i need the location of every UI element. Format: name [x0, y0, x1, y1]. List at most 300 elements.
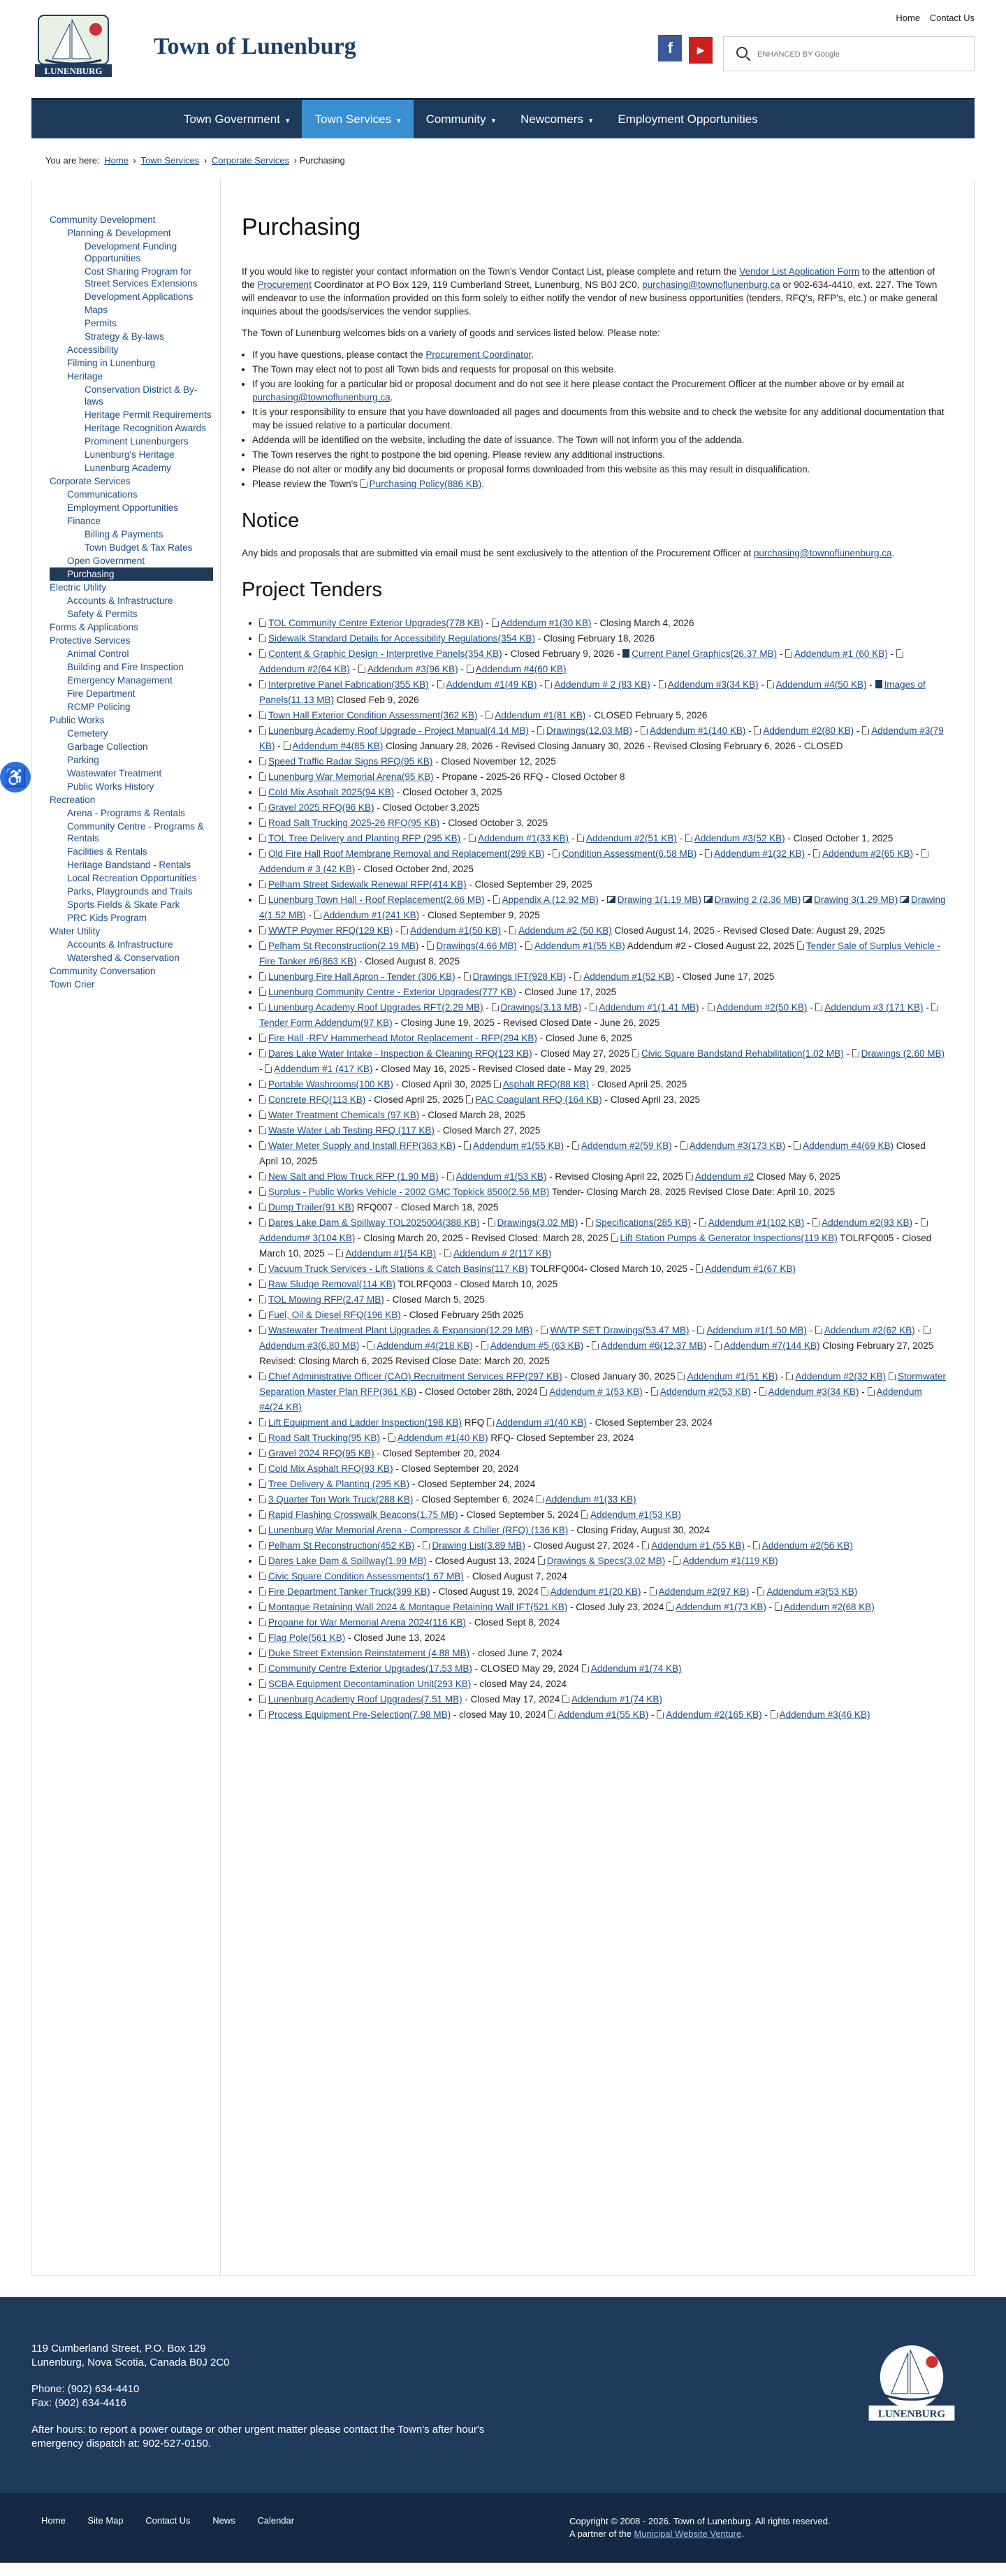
tender-document-link[interactable]: Tender Form Addendum(97 KB)	[259, 1018, 393, 1028]
tender-document-link[interactable]: Dares Lake Water Intake - Inspection & Cleaning RFQ(123 KB)	[268, 1048, 532, 1059]
sidebar-item[interactable]: Prominent Lunenburgers	[85, 436, 189, 447]
pdf-icon	[699, 1218, 706, 1227]
tender-document-link[interactable]: Addendum #1(241 KB)	[323, 910, 420, 920]
tender-document-link[interactable]: Addendum #1(30 KB)	[500, 618, 592, 628]
tender-document-link[interactable]: Addendum #1(53 KB)	[590, 1510, 681, 1520]
tender-text: - Closed March 28, 2025	[419, 1110, 525, 1120]
tender-document-link[interactable]: Lunenburg War Memorial Arena - Compressor & Chiller (RFQ) (136 KB)	[268, 1525, 569, 1535]
tender-document-link[interactable]: Addendum #2(51 KB)	[585, 833, 677, 844]
tender-item	[259, 723, 946, 754]
sidebar-item[interactable]: Town Crier	[50, 979, 95, 990]
tender-document-link[interactable]: Addendum #1(1.50 MB)	[706, 1325, 807, 1336]
tender-document-link[interactable]: Addendum# 3(104 KB)	[259, 1233, 356, 1243]
vendor-form-link[interactable]: Vendor List Application Form	[739, 266, 860, 277]
sidebar-item[interactable]: Filming in Lunenburg	[67, 358, 156, 368]
tender-document-link[interactable]: Pelham St Reconstruction(452 KB)	[268, 1540, 415, 1551]
tender-document-link[interactable]: Addendum #2(165 KB)	[666, 1709, 762, 1720]
util-contact-link[interactable]: Contact Us	[929, 13, 975, 23]
sidebar-item[interactable]: PRC Kids Program	[67, 913, 147, 923]
tender-text: - Closing March 4, 2026	[591, 618, 694, 628]
tender-document-link[interactable]: Drawing 2 (2.36 MB)	[714, 895, 801, 905]
town-logo[interactable]	[31, 10, 122, 87]
tender-document-link[interactable]: Pelham St Reconstruction(2.19 MB)	[268, 941, 419, 951]
tender-document-link[interactable]: Addendum #1(55 KB)	[557, 1709, 649, 1720]
tender-document-link[interactable]: Gravel 2025 RFQ(96 KB)	[268, 802, 374, 813]
tender-document-link[interactable]: Drawing 1(1.19 MB)	[617, 895, 701, 905]
tender-document-link[interactable]: Rapid Flashing Crosswalk Beacons(1.75 MB)	[268, 1510, 458, 1520]
tender-document-link[interactable]: Addendum #1(74 KB)	[571, 1694, 662, 1705]
sidebar-item[interactable]: Fire Department	[67, 688, 136, 699]
tender-document-link[interactable]: Interpretive Panel Fabrication(355 KB)	[268, 679, 429, 690]
search-box	[723, 36, 975, 71]
nav-town-government[interactable]	[171, 100, 302, 138]
note-link[interactable]: Purchasing Policy(886 KB)	[369, 479, 482, 489]
sidebar-item[interactable]: Recreation	[50, 795, 96, 805]
tender-document-link[interactable]: Addendum #2(68 KB)	[783, 1602, 875, 1612]
sidebar-item[interactable]: Public Works	[50, 715, 105, 725]
sidebar-item[interactable]: Lunenburg Academy	[85, 463, 171, 473]
sidebar-item[interactable]: Parks, Playgrounds and Trails	[67, 886, 193, 897]
youtube-icon[interactable]: ▶	[689, 37, 713, 64]
sidebar-item[interactable]: Wastewater Treatment	[67, 768, 162, 779]
sidebar-item[interactable]: Community Conversation	[50, 966, 156, 976]
procurement-link[interactable]: Procurement	[257, 280, 312, 290]
tender-document-link[interactable]: Lunenburg Academy Roof Upgrades(7.51 MB)	[268, 1694, 462, 1705]
tender-document-link[interactable]: Fire Department Tanker Truck(399 KB)	[268, 1586, 430, 1597]
notes-list	[252, 348, 946, 491]
tender-document-link[interactable]: TOL Community Centre Exterior Upgrades(778 KB)	[268, 618, 483, 628]
tender-text: -	[583, 1340, 592, 1351]
image-icon	[704, 896, 713, 903]
tender-document-link[interactable]: Addendum #4(218 KB)	[377, 1340, 473, 1351]
nav-label: Community	[425, 113, 486, 126]
tender-text: -	[642, 1387, 651, 1397]
tender-document-link[interactable]: Drawing 3(1.29 MB)	[814, 895, 898, 905]
nav-town-services[interactable]	[302, 100, 413, 138]
tender-document-link[interactable]: Asphalt RFQ(88 KB)	[502, 1079, 589, 1090]
tender-document-link[interactable]: Process Equipment Pre-Selection(7.98 MB)	[268, 1709, 451, 1720]
tender-document-link[interactable]: Addendum #2(50 KB)	[716, 1002, 808, 1013]
tender-document-link[interactable]: Addendum #4(50 KB)	[775, 679, 867, 690]
tender-document-link[interactable]: Drawings(12.03 MB)	[546, 725, 632, 736]
tender-document-link[interactable]: Addendum #1(51 KB)	[687, 1371, 778, 1382]
sidebar-item[interactable]: Finance	[67, 516, 101, 526]
tender-document-link[interactable]: Addendum #3(46 KB)	[779, 1709, 870, 1720]
sidebar-item[interactable]: Development Applications	[85, 291, 194, 302]
pdf-icon	[259, 649, 266, 658]
sidebar-item[interactable]: Lunenburg's Heritage	[85, 449, 175, 460]
tender-document-link[interactable]: Addendum #1(74 KB)	[590, 1663, 682, 1674]
pdf-icon	[259, 880, 266, 888]
sidebar-item[interactable]: Facilities & Rentals	[67, 846, 147, 857]
note-link[interactable]: Procurement Coordinator	[425, 349, 532, 360]
tender-document-link[interactable]: Addendum #1(40 KB)	[495, 1417, 587, 1428]
tender-document-link[interactable]: Drawings & Specs(3.02 MB)	[546, 1556, 666, 1566]
tender-document-link[interactable]: Addendum #1 (55 KB)	[651, 1540, 745, 1551]
tender-document-link[interactable]: Civic Square Bandstand Rehabilitation(1.02 MB)	[641, 1048, 844, 1059]
tender-document-link[interactable]: Addendum #1(119 KB)	[683, 1556, 778, 1566]
tender-document-link[interactable]: Montague Retaining Wall 2024 & Montague Retaining Wall IFT(521 KB)	[268, 1602, 568, 1612]
tender-document-link[interactable]: WWTP Poymer RFQ(129 KB)	[268, 925, 393, 936]
tender-document-link[interactable]: Addendum # 3 (42 KB)	[259, 864, 356, 874]
tender-document-link[interactable]: Addendum #4(85 KB)	[292, 741, 384, 751]
tender-document-link[interactable]: Waste Water Lab Testing RFQ (117 KB)	[268, 1125, 435, 1136]
sidebar-item[interactable]: Electric Utility	[50, 582, 107, 593]
sidebar-item[interactable]: Open Government	[67, 556, 145, 566]
pdf-icon	[447, 1172, 454, 1180]
tender-document-link[interactable]: Addendum #1(67 KB)	[705, 1264, 796, 1274]
tender-document-link[interactable]: Addendum #1(54 KB)	[345, 1248, 437, 1259]
tender-document-link[interactable]: Tender Sale of Surplus Vehicle - Fire Tanker #6(863 KB)	[259, 941, 941, 967]
pdf-icon	[921, 1218, 928, 1227]
tender-document-link[interactable]: Addendum #1(50 KB)	[410, 925, 502, 936]
facebook-icon[interactable]: f	[658, 35, 682, 61]
purchasing-email-link[interactable]: purchasing@townoflunenburg.ca	[642, 280, 780, 290]
tender-document-link[interactable]: TOL Mowing RFP(2.47 MB)	[268, 1294, 384, 1305]
sidebar-item[interactable]: Billing & Payments	[85, 529, 163, 540]
tender-document-link[interactable]: Drawings(3.13 MB)	[500, 1002, 582, 1013]
sidebar-item[interactable]: Communications	[67, 489, 138, 500]
tender-document-link[interactable]: Cold Mix Asphalt 2025(94 KB)	[268, 787, 395, 797]
tender-document-link[interactable]: Fuel, Oil & Diesel RFQ(196 KB)	[268, 1310, 401, 1320]
sidebar-item[interactable]: Arena - Programs & Rentals	[67, 808, 185, 818]
tender-document-link[interactable]: Addendum #1(20 KB)	[550, 1586, 641, 1597]
tender-document-link[interactable]: Road Salt Trucking(95 KB)	[268, 1433, 380, 1443]
tender-text: - Closed October 1, 2025	[785, 833, 894, 844]
partner-link[interactable]: Municipal Website Venture	[634, 2528, 742, 2539]
sidebar-item[interactable]: Sports Fields & Skate Park	[67, 899, 180, 910]
sidebar-item[interactable]: Safety & Permits	[67, 609, 138, 619]
tender-document-link[interactable]: Lunenburg Town Hall - Roof Replacement(2.66 MB)	[268, 895, 485, 905]
search-input[interactable]	[757, 47, 960, 62]
tender-document-link[interactable]: Road Salt Trucking 2025-26 RFQ(95 KB)	[268, 818, 440, 828]
tender-document-link[interactable]: Civic Square Condition Assessments(1.67 MB)	[268, 1571, 464, 1582]
tender-document-link[interactable]: Lunenburg Community Centre - Exterior Upgrades(777 KB)	[268, 987, 516, 997]
tender-document-link[interactable]: Addendum # 2 (83 KB)	[554, 679, 650, 690]
tender-document-link[interactable]: Addendum #2(59 KB)	[581, 1141, 672, 1151]
footer-link-calendar[interactable]: Calendar	[257, 2515, 295, 2526]
pdf-icon	[775, 1602, 782, 1611]
pdf-icon	[259, 1572, 266, 1580]
note-text: .	[481, 479, 485, 489]
tender-document-link[interactable]: Duke Street Extension Reinstatement (4.88 MB)	[268, 1648, 470, 1658]
tender-document-link[interactable]: Addendum #1(52 KB)	[583, 971, 675, 982]
tender-text: - CLOSED May 29, 2024	[472, 1663, 582, 1674]
tender-text: -	[566, 971, 575, 982]
tender-document-link[interactable]: Addendum #5 (63 KB)	[490, 1340, 584, 1351]
tender-document-link[interactable]: Addendum #3(34 KB)	[768, 1387, 859, 1397]
tender-text: -	[598, 895, 607, 905]
pdf-icon	[815, 1003, 822, 1011]
tender-document-link[interactable]: Appendix A (12.92 MB)	[502, 895, 599, 905]
tender-document-link[interactable]: Sidewalk Standard Details for Accessibility Regulations(354 KB)	[268, 633, 535, 644]
tender-document-link[interactable]: Wastewater Treatment Plant Upgrades & Expansion(12.29 MB)	[268, 1325, 533, 1336]
sidebar-item[interactable]: Community Centre - Programs & Rentals	[67, 821, 204, 844]
tender-item	[259, 1477, 946, 1492]
tender-document-link[interactable]: Condition Assessment(6.58 MB)	[562, 848, 697, 859]
tender-document-link[interactable]: SCBA Equipment Decontamination Unit(293 KB)	[268, 1679, 472, 1689]
tender-document-link[interactable]: Concrete RFQ(113 KB)	[268, 1094, 366, 1105]
tender-document-link[interactable]: Water Treatment Chemicals (97 KB)	[268, 1110, 420, 1120]
pdf-icon	[541, 1326, 548, 1334]
tender-document-link[interactable]: Addendum # 1(53 KB)	[549, 1387, 643, 1397]
sidebar-item[interactable]: Community Development	[50, 215, 156, 225]
tender-document-link[interactable]: Lunenburg War Memorial Arena(95 KB)	[268, 772, 434, 782]
note-text: Please review the Town's	[252, 479, 360, 489]
tender-document-link[interactable]: Chief Administrative Officer (CAO) Recruitment Services RFP(297 KB)	[268, 1371, 562, 1382]
sidebar-item[interactable]: Forms & Applications	[50, 622, 138, 632]
pdf-icon	[697, 1326, 704, 1334]
tender-document-link[interactable]: Community Centre Exterior Upgrades(17.53 MB)	[268, 1663, 472, 1674]
tender-text: -	[689, 1325, 698, 1336]
tender-document-link[interactable]: Lift Station Pumps & Generator Inspections(119 KB)	[620, 1233, 838, 1243]
chevron-down-icon: ▾	[491, 117, 496, 125]
tender-text: -	[359, 1340, 368, 1351]
search-icon[interactable]	[736, 47, 748, 58]
tender-document-link[interactable]: Flag Pole(561 KB)	[268, 1633, 346, 1643]
tender-text: -	[438, 1171, 447, 1182]
tender-document-link[interactable]: Addendum #1(40 KB)	[397, 1433, 488, 1443]
tender-document-link[interactable]: Water Meter Supply and Install RFP(363 KB)	[268, 1141, 456, 1151]
tender-text: - Propane - 2025-26 RFQ - Closed October 8	[433, 772, 625, 782]
tender-document-link[interactable]: 3 Quarter Ton Work Truck(288 KB)	[268, 1494, 414, 1505]
tender-document-link[interactable]: Addendum #1(32 KB)	[714, 848, 805, 859]
tender-document-link[interactable]: Tree Delivery & Planting (295 KB)	[268, 1479, 410, 1489]
breadcrumb-home[interactable]: Home	[104, 155, 129, 166]
sidebar-item[interactable]: Heritage Bandstand - Rentals	[67, 860, 191, 870]
tender-document-link[interactable]: Lunenburg Academy Roof Upgrade - Project Manual(4.14 MB)	[268, 725, 529, 736]
sidebar-item[interactable]: Water Utility	[50, 926, 101, 936]
sidebar-item[interactable]: Accessibility	[67, 345, 119, 355]
note-link[interactable]: purchasing@townoflunenburg.ca	[252, 392, 391, 403]
tender-document-link[interactable]: Addendum #2(80 KB)	[763, 725, 854, 736]
sidebar-item[interactable]: Public Works History	[67, 781, 154, 792]
tender-document-link[interactable]: PAC Coagulant RFQ (164 KB)	[475, 1094, 602, 1105]
pdf-icon	[492, 1003, 499, 1011]
tender-document-link[interactable]: Addendum #2(62 KB)	[824, 1325, 915, 1336]
tender-document-link[interactable]: Propane for War Memorial Arena 2024(116 KB)	[268, 1617, 466, 1628]
breadcrumb-corporate-services[interactable]: Corporate Services	[211, 155, 290, 166]
tender-document-link[interactable]: Vacuum Truck Services - Lift Stations & Catch Basins(117 KB)	[268, 1264, 528, 1274]
sidebar-item[interactable]: Heritage Permit Requirements	[85, 410, 212, 420]
tender-document-link[interactable]: Drawings(3.02 MB)	[497, 1217, 578, 1228]
pdf-icon	[259, 849, 266, 858]
tender-document-link[interactable]: Lunenburg Fire Hall Apron - Tender (306 KB)	[268, 971, 455, 982]
tender-document-link[interactable]: Addendum #2 (50 KB)	[518, 925, 612, 936]
sidebar-item[interactable]: Accounts & Infrastructure	[67, 939, 173, 950]
sidebar-item[interactable]: Heritage Recognition Awards	[85, 423, 206, 433]
sidebar-item[interactable]: Cemetery	[67, 728, 108, 739]
tender-document-link[interactable]: Addendum #1(1.41 MB)	[599, 1002, 699, 1013]
breadcrumb-town-services[interactable]: Town Services	[140, 155, 200, 166]
tender-document-link[interactable]: Dares Lake Dam & Spillway(1.99 MB)	[268, 1556, 427, 1566]
tender-document-link[interactable]: Addendum #4(69 KB)	[803, 1141, 894, 1151]
tender-document-link[interactable]: Addendum #1(81 KB)	[495, 710, 586, 721]
sidebar-item[interactable]: Watershed & Conservation	[67, 953, 180, 963]
tender-document-link[interactable]: Pelham Street Sidewalk Renewal RFP(414 KB)	[268, 879, 467, 890]
tender-document-link[interactable]: Specifications(285 KB)	[595, 1217, 691, 1228]
sidebar-item[interactable]: Animal Control	[67, 649, 129, 659]
tender-document-link[interactable]: Cold Mix Asphalt RFQ(93 KB)	[268, 1463, 393, 1474]
sidebar-item[interactable]: RCMP Policing	[67, 702, 131, 712]
tender-document-link[interactable]: Addendum #1(53 KB)	[455, 1171, 547, 1182]
tender-document-link[interactable]: Addendum #2(97 KB)	[658, 1586, 750, 1597]
tender-document-link[interactable]: Addendum #1(33 KB)	[545, 1494, 636, 1505]
sidebar-item[interactable]: Cost Sharing Program for Street Services Extensions	[85, 266, 198, 289]
tender-document-link[interactable]: Addendum #3(53 KB)	[766, 1586, 858, 1597]
pdf-icon	[767, 680, 774, 688]
tender-document-link[interactable]: Dares Lake Dam & Spillway TOL2025004(388 KB)	[268, 1217, 480, 1228]
pdf-icon	[642, 1541, 649, 1549]
tender-document-link[interactable]: Addendum #4(60 KB)	[475, 664, 567, 674]
pdf-icon	[259, 711, 266, 719]
tender-document-link[interactable]: Drawings (2.60 MB)	[861, 1048, 945, 1059]
tender-document-link[interactable]: Surplus - Public Works Vehicle - 2002 GMC Topkick 8500(2.56 MB)	[268, 1187, 550, 1197]
tender-document-link[interactable]: Addendum #1 (417 KB)	[274, 1064, 373, 1074]
sidebar-item[interactable]: Permits	[85, 318, 117, 328]
tender-document-link[interactable]: Current Panel Graphics(26.37 MB)	[632, 649, 778, 659]
tender-document-link[interactable]: Addendum #1(102 KB)	[708, 1217, 805, 1228]
tender-item	[259, 1646, 946, 1661]
tender-document-link[interactable]: Addendum #1(55 KB)	[473, 1141, 564, 1151]
note-item	[252, 463, 946, 476]
pdf-icon	[259, 634, 266, 642]
tender-document-link[interactable]: Addendum #3(6.80 MB)	[259, 1340, 360, 1351]
tender-item	[259, 800, 946, 816]
tender-document-link[interactable]: Addendum #2(65 KB)	[822, 848, 913, 859]
note-item	[252, 377, 946, 404]
tender-text: - Closed March 27, 2025	[434, 1125, 541, 1136]
tender-document-link[interactable]: Addendum #2(53 KB)	[659, 1387, 751, 1397]
tender-document-link[interactable]: Town Hall Exterior Condition Assessment(362 KB)	[268, 710, 478, 721]
sidebar-item[interactable]: Local Recreation Opportunities	[67, 873, 197, 883]
tender-document-link[interactable]: Content & Graphic Design - Interpretive Panels(354 KB)	[268, 649, 502, 659]
sidebar-item[interactable]: Purchasing	[50, 567, 213, 581]
tender-document-link[interactable]: Addendum #2(56 KB)	[761, 1540, 853, 1551]
pdf-icon	[259, 1587, 266, 1595]
tender-document-link[interactable]: Addendum #3 (171 KB)	[824, 1002, 924, 1013]
footer-link-sitemap[interactable]: Site Map	[87, 2515, 124, 2526]
sidebar-item[interactable]: Town Budget & Tax Rates	[85, 542, 193, 553]
tender-document-link[interactable]: Old Fire Hall Roof Membrane Removal and Replacement(299 KB)	[268, 848, 545, 859]
tender-document-link[interactable]: Stormwater Separation Master Plan RFP(361 KB)	[259, 1371, 946, 1397]
nav-community[interactable]	[414, 100, 509, 138]
tender-document-link[interactable]: Addendum #7(144 KB)	[724, 1340, 820, 1351]
tender-document-link[interactable]: Addendum #1(55 KB)	[534, 941, 625, 951]
sidebar-item[interactable]: Emergency Management	[67, 675, 173, 686]
tender-document-link[interactable]: Drawings(4.66 MB)	[436, 941, 517, 951]
footer-link-contact[interactable]: Contact Us	[145, 2515, 191, 2526]
tender-document-link[interactable]: Addendum #1(49 KB)	[446, 679, 537, 690]
tender-document-link[interactable]: WWTP SET Drawings(53.47 MB)	[550, 1325, 690, 1336]
tender-item	[259, 1123, 946, 1138]
pdf-icon	[537, 726, 544, 735]
tender-document-link[interactable]: Addendum #1(33 KB)	[478, 833, 569, 844]
tender-document-link[interactable]: Drawing 4(1.52 MB)	[259, 895, 946, 920]
tender-item	[259, 1492, 946, 1507]
tender-document-link[interactable]: Portable Washrooms(100 KB)	[268, 1079, 393, 1090]
pdf-icon	[259, 1618, 266, 1626]
tender-document-link[interactable]: Addendum #4(24 KB)	[259, 1387, 922, 1412]
tender-document-link[interactable]: Addendum #3(79 KB)	[259, 725, 944, 751]
pdf-icon	[437, 680, 444, 688]
sidebar-item[interactable]: Strategy & By-laws	[85, 331, 165, 342]
tender-document-link[interactable]: Lift Equipment and Ladder Inspection(198 KB)	[268, 1417, 462, 1428]
sidebar-item[interactable]: Conservation District & By-laws	[85, 384, 198, 407]
tender-document-link[interactable]: Drawing List(3.89 MB)	[432, 1540, 525, 1551]
notice-email-link[interactable]: purchasing@townoflunenburg.ca	[753, 548, 892, 558]
pdf-icon	[259, 1710, 266, 1718]
tender-document-link[interactable]: Addendum #2	[695, 1171, 754, 1182]
tender-text: TOLRFQ003 - Closed March 10, 2025	[395, 1279, 558, 1289]
pdf-icon	[259, 1218, 266, 1227]
accessibility-icon[interactable]: ♿	[0, 762, 31, 793]
tender-document-link[interactable]: Addendum #3(173 KB)	[689, 1141, 786, 1151]
tender-text: -	[418, 941, 428, 951]
sidebar-item[interactable]: Protective Services	[50, 635, 131, 646]
tender-document-link[interactable]: Addendum #6(12.37 MB)	[601, 1340, 707, 1351]
tender-document-link[interactable]: New Salt and Plow Truck RFP (1.90 MB)	[268, 1171, 439, 1182]
sidebar-item[interactable]: Planning & Development	[67, 228, 171, 238]
footer-link-home[interactable]: Home	[41, 2515, 66, 2526]
pdf-icon	[592, 1341, 599, 1349]
tender-document-link[interactable]: Addendum #3(34 KB)	[667, 679, 759, 690]
sidebar-item[interactable]: Development Funding Opportunities	[85, 241, 177, 263]
sidebar-item[interactable]: Employment Opportunities	[67, 502, 179, 513]
pdf-icon	[259, 1479, 266, 1488]
footer-link-news[interactable]: News	[212, 2515, 235, 2526]
tender-document-link[interactable]: Speed Traffic Radar Signs RFQ(95 KB)	[268, 756, 433, 767]
sidebar-item[interactable]: Corporate Services	[50, 476, 131, 486]
sidebar-item[interactable]: Heritage	[67, 371, 103, 382]
tender-document-link[interactable]: Addendum #2(32 KB)	[795, 1371, 887, 1382]
sidebar-item[interactable]: Garbage Collection	[67, 741, 148, 752]
intro-text: or 902-634-4410, ext. 227. The Town will endeavor to use the information provided on this form solely to either notify the vendor of new business opportunities (tenders, RFQ's, RFP's, etc.) or make general inquiries about the goods/services the vendor supplies.	[242, 280, 938, 317]
sidebar-item[interactable]: Maps	[85, 305, 108, 315]
tender-text: -	[460, 833, 469, 844]
tender-document-link[interactable]: Addendum #1 (60 KB)	[794, 649, 888, 659]
pdf-icon	[759, 1387, 766, 1396]
tender-document-link[interactable]: Addendum #2(93 KB)	[822, 1217, 912, 1228]
nav-employment[interactable]	[605, 100, 770, 138]
tender-document-link[interactable]: Fire Hall -RFV Hammerhead Motor Replacement - RFP(294 KB)	[268, 1033, 537, 1043]
tender-document-link[interactable]: Addendum # 2(117 KB)	[453, 1248, 552, 1259]
util-home-link[interactable]: Home	[896, 13, 921, 23]
tender-document-link[interactable]: Addendum #2(64 KB)	[259, 664, 350, 674]
tender-document-link[interactable]: Addendum #3(52 KB)	[694, 833, 785, 844]
tender-document-link[interactable]: Addendum #1(140 KB)	[650, 725, 746, 736]
nav-newcomers[interactable]	[508, 100, 605, 138]
sidebar-item[interactable]: Accounts & Infrastructure	[67, 595, 173, 606]
tender-document-link[interactable]: Raw Sludge Removal(114 KB)	[268, 1279, 396, 1289]
tender-document-link[interactable]: Gravel 2024 RFQ(95 KB)	[268, 1448, 374, 1459]
tender-item	[259, 1692, 946, 1707]
tender-document-link[interactable]: Drawings IFT(928 KB)	[472, 971, 567, 982]
tender-document-link[interactable]: Dump Trailer(91 KB)	[268, 1202, 355, 1213]
social-links	[654, 35, 713, 64]
tender-document-link[interactable]: Addendum #1(73 KB)	[676, 1602, 766, 1612]
tender-document-link[interactable]: TOL Tree Delivery and Planting RFP (295 KB)	[268, 833, 461, 844]
copyright-text: Copyright © 2008 - 2026. Town of Lunenburg. All rights reserved.	[569, 2516, 831, 2526]
tender-document-link[interactable]: Addendum #3(96 KB)	[367, 664, 458, 674]
sidebar-item[interactable]: Parking	[67, 755, 99, 765]
tender-document-link[interactable]: Images of Panels(11.13 MB)	[259, 679, 926, 705]
sidebar-item[interactable]: Building and Fire Inspection	[67, 662, 184, 672]
tender-document-link[interactable]: Lunenburg Academy Roof Upgrades RFT(2.29 MB)	[268, 1002, 483, 1013]
tender-text: -	[455, 1141, 465, 1151]
note-item	[252, 348, 946, 361]
intro-text: If you would like to register your contact information on the Town's Vendor Contact List, please complete and return the	[242, 266, 740, 277]
